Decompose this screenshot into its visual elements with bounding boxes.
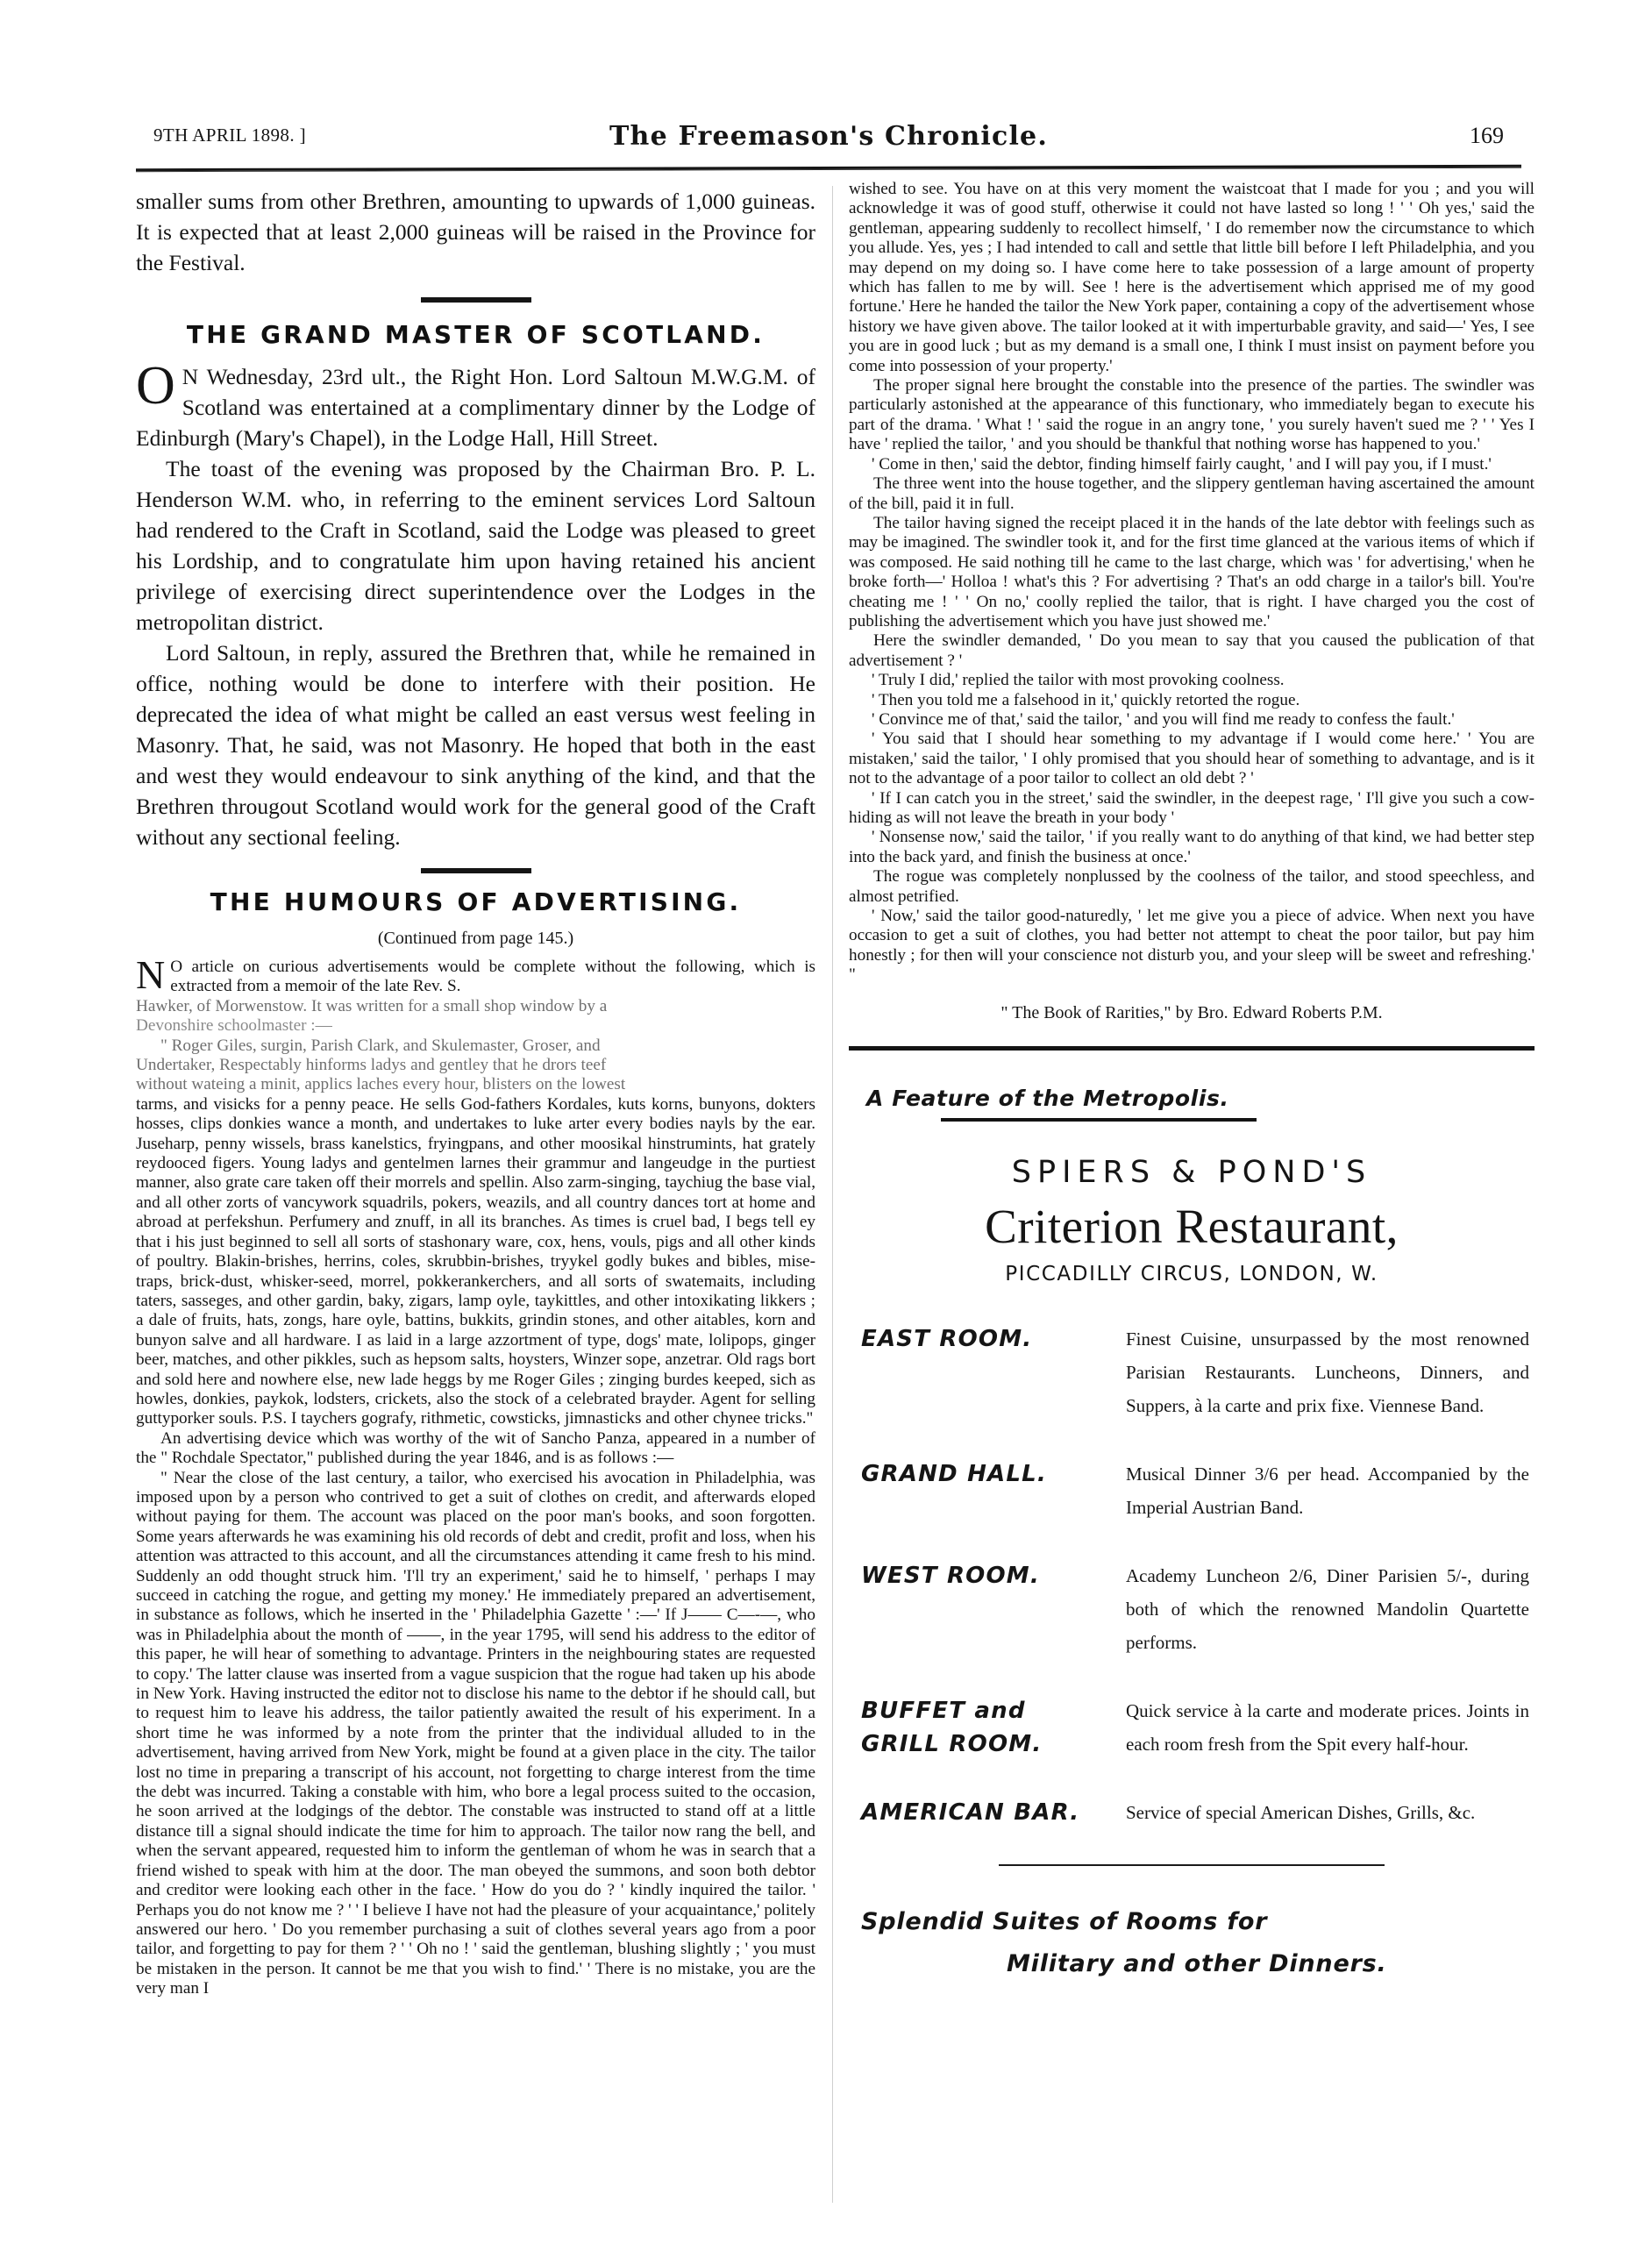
- left-column: [136, 186, 815, 1999]
- paragraph: ' Then you told me a falsehood in it,' quickly retorted the rogue.: [872, 690, 1300, 709]
- paragraph: ' Truly I did,' replied the tailor with most provoking coolness.: [872, 671, 1285, 690]
- ad-room-label: [849, 1694, 1126, 1761]
- masthead: [153, 121, 1504, 161]
- paragraph: ' Now,' said the tailor good-naturedly, ' let me give you a piece of advice. When next you have occasion to get a suit of clothes, you had better not attempt to cheat the poor tailor, but pay him honestly ; for then will your conscience not disturb you, and your sleep will be sweet and refreshing.' ": [849, 907, 1535, 985]
- section-rule: [421, 297, 531, 303]
- ad-room-item: [849, 1559, 1535, 1659]
- giles-line-2: Undertaker, Respectably hinforms ladys and gentley that he drors teef: [136, 1056, 607, 1075]
- tailor-story-paragraph: " Near the close of the last century, a tailor, who exercised his avocation in Philadelphia, was imposed upon by a person who contrived to get a suit of clothes on credit, and afterwards eloped without paying for them. The account was placed on the poor man's books, and soon forgotten. Some years afterwards he was examining his old records of debt and credit, profit and loss, when his attention was attracted to this account, and all the circumstances attending it came fresh to his mind. Suddenly an odd thought struck him. 'I'll try an experiment,' said he to himself, ' perhaps I may succeed in catching the rogue, and getting my money.' He immediately prepared an advertisement, in substance as follows, which he inserted in the ' Philadelphia Gazette ' :—' If J—— C—-—, who was in Philadelphia about the month of ——, in the year 1795, will send his address to the editor of this paper, he will hear of something to advantage. Printers in the neighbouring states are requested to copy.' The latter clause was inserted from a vague suspicion that the rogue had taken up his abode in New York. Having instructed the editor not to disclose his name to the debtor if he should call, but to request him to leave his address, the tailor patiently awaited the result of his experiment. In a short time he was informed by a note from the printer that the individual alluded to in the advertisement, having arrived from New York, might be found at a given place in the city. The tailor lost no time in preparing a transcript of his account, not forgetting to charge interest from the time the debt was incurred. Taking a constable with him, who bore a legal process suited to the occasion, he soon arrived at the lodgings of the debtor. The constable was instructed to stand off at a little distance till a signal should indicate the time for him to approach. The tailor now rang the bell, and when the servant appeared, requested him to inform the gentleman of whom he was in search that a friend wished to speak with him at the door. The man obeyed the summons, and soon both debtor and creditor were looking each other in the face. ' How do you do ? ' kindly inquired the tailor. ' Perhaps you do not know me ? ' ' I believe I have not had the pleasure of your acquaintance,' politely answered our hero. ' Do you remember purchasing a suit of clothes several years ago from a poor tailor, and forgetting to pay for them ? ' ' Oh no ! ' said the gentleman, blushing slightly ; ' you must be mistaken in the person. It cannot be me that you wish to find.' ' There is no mistake, you are the very man I: [136, 1468, 815, 1998]
- ad-footer-line-1: Splendid Suites of Rooms for: [861, 1907, 1268, 1935]
- continued-paragraph: smaller sums from other Brethren, amounting to upwards of 1,000 guineas. It is expected that at least 2,000 guineas will be raised in the Province for the Festival.: [136, 189, 815, 275]
- paragraph: The proper signal here brought the constable into the presence of the parties. The swindler was particularly astonished at the appearance of this functionary, who immediately began to execute his part of the drama. ' What ! ' said the rogue in an angry tone, ' you surely haven't sued me ? ' ' Yes I have ' replied the tailor, ' and you should be thankful that nothing worse has happened to you.': [849, 376, 1535, 454]
- continued-from-note: (Continued from page 145.): [377, 929, 574, 948]
- paragraph: The three went into the house together, and the slippery gentleman having ascertained the amount of the bill, paid it in full.: [849, 474, 1535, 513]
- ad-room-label-line: BUFFET and: [861, 1697, 1026, 1724]
- ad-room-description: Academy Luncheon 2/6, Diner Parisien 5/-, during both of which the renowned Mandolin Quartette performs.: [1126, 1564, 1529, 1653]
- first-paragraph-text: N Wednesday, 23rd ult., the Right Hon. Lord Saltoun M.W.G.M. of Scotland was entertained at a complimentary dinner by the Lodge of Edinburgh (Mary's Chapel), in the Lodge Hall, Hill Street.: [136, 364, 815, 451]
- drop-cap: N: [136, 952, 166, 997]
- masthead-rule: [136, 165, 1521, 172]
- intro-text: O article on curious advertisements would be complete without the following, which is extracted from a memoir of the late Rev. S.: [170, 958, 815, 996]
- paragraph: wished to see. You have on at this very moment the waistcoat that I made for you ; and you will acknowledge it was of good stuff, otherwise it could not have lasted so long ! ' ' Oh yes,' said the gentleman, appearing suddenly to recollect himself, ' I do remember now the circumstance to which you allude. Yes, yes ; I had intended to call and settle that little bill before I left Philadelphia, and you may depend on my doing so. I have come here to take possession of a large amount of property which has fallen to me by will. See ! here is the advertisement which apprised me of my good fortune.' Here he handed the tailor the New York paper, containing a copy of the advertisement whose history we have given above. The tailor looked at it with imperturbable gravity, and said—' Yes, I see you are in good luck ; but as my demand is a small one, I think I must insist on payment before you come into possession of your property.': [849, 180, 1535, 375]
- ad-feature-line: A Feature of the Metropolis.: [866, 1085, 1229, 1111]
- ad-room-item: [849, 1694, 1535, 1761]
- ad-address: PICCADILLY CIRCUS, LONDON, W.: [1005, 1262, 1378, 1286]
- page-number: 169: [1470, 123, 1504, 148]
- giles-line-1: " Roger Giles, surgin, Parish Clark, and Skulemaster, Groser, and: [160, 1036, 601, 1055]
- giles-advertisement-text: tarms, and visicks for a penny peace. He sells God-fathers Kordales, kuts korns, bunyons, dokters hosses, clips donkies wance a month, and undertakes to luke arter every bodies nayls by the ear. Juseharp, penny wissels, brass kanelstics, fryingpans, and other moosikal hinstrumints, hat grately reydooced figers. Young ladys and gentelmen larnes their grammur and langeudge in the purtiest manner, also grate care taken off their morrels and spellin. Also zarm-singing, taychiug the base vial, and all other zorts of vancywork squadrils, pokers, weazils, and all country dances tort at home and abroad at perfekshun. Perfumery and znuff, in all its branches. As times is cruel bad, I begs tell ey that i his just beginned to sell all sorts of stashonary ware, cox, hens, vouls, pigs and all other kinds of poultry. Blakin-brishes, herrins, coles, skrubbin-brishes, tryykel godly bukes and bibles, mise-traps, brick-dust, whisker-seed, morrel, pokkerankerchers, and all sorts of swatemaits, including taters, sasseges, and other gardin, baky, zigars, lamp oyle, taykittles, and other intoxikating likkers ; a dale of fruits, hats, zongs, hare oyle, battins, bukkits, grindin stones, and other aitables, korn and bunyon salve and all hardware. I as laid in a large azzortment of type, dogs' mate, lolipops, ginger beer, matches, and other pikkles, such as hepsom salts, hoysters, Winzer sope, anzetrar. Old rags bort and sold here and nowhere else, new lade heggs by me Roger Giles ; zinging burdes keeped, sich as howles, donkies, paykok, lodsters, crickets, also the stock of a celebrated brayder. Agent for selling guttyporker souls. P.S. I taychers gografy, rithmetic, cowsticks, jimnasticks and other chynee tricks.": [136, 1094, 815, 1428]
- right-column: [849, 180, 1535, 1985]
- ad-room-list: [849, 1322, 1535, 1829]
- ad-footer-line-2: Military and other Dinners.: [1007, 1949, 1387, 1977]
- story-continuation: [849, 180, 1535, 986]
- ad-room-description: Quick service à la carte and moderate prices. Joints in each room fresh from the Spit every half-hour.: [1126, 1699, 1529, 1755]
- masthead-date: 9TH APRIL 1898. ]: [153, 125, 307, 146]
- ad-brand-name: SPIERS & POND'S: [1011, 1154, 1372, 1190]
- paragraph: ' Come in then,' said the debtor, finding himself fairly caught, ' and I will pay you, if I must.': [872, 454, 1492, 474]
- ad-restaurant-name: Criterion Restaurant,: [985, 1199, 1399, 1253]
- ad-room-item: [849, 1796, 1535, 1829]
- intro-line-3: Hawker, of Morwenstow. It was written for a small shop window by a: [136, 996, 608, 1015]
- article-first-paragraph: [136, 356, 815, 453]
- ad-divider-rule: [999, 1864, 1385, 1866]
- article-heading: THE HUMOURS OF ADVERTISING.: [210, 887, 742, 916]
- article-heading: THE GRAND MASTER OF SCOTLAND.: [186, 320, 765, 349]
- paragraph: Lord Saltoun, in reply, assured the Brethren that, while he remained in office, nothing would be done to interfere with their position. He deprecated the idea of what might be called an east versus west feeling in Masonry. That, he said, was not Masonry. He hoped that both in the east and west they would endeavour to sink anything of the kind, and that the Brethren througout Scotland would work for the general good of the Craft without any sectional feeling.: [136, 640, 815, 850]
- column-divider: [832, 186, 833, 2203]
- ad-room-label-line: GRILL ROOM.: [861, 1730, 1043, 1757]
- paragraph: The tailor having signed the receipt placed it in the hands of the late debtor with feelings such as may be imagined. The swindler took it, and for the first time glanced at the various items of which if was composed. He said nothing till he came to the last charge, which was ' for advertising,' when he broke forth—' Holloa ! what's this ? For advertising ? That's an odd charge in a tailor's bill. You're cheating me ! ' ' On no,' coolly replied the tailor, that is right. I have charged you the cost of publishing the advertisement which you have just showed me.': [849, 513, 1535, 630]
- ad-room-label: [849, 1796, 1126, 1829]
- ad-room-description: Musical Dinner 3/6 per head. Accompanied by the Imperial Austrian Band.: [1126, 1463, 1529, 1518]
- ad-room-label-line: AMERICAN BAR.: [861, 1798, 1080, 1826]
- ad-room-label: [849, 1559, 1126, 1592]
- ad-room-description: Service of special American Dishes, Grills, &c.: [1126, 1801, 1476, 1823]
- paragraph: ' You said that I should hear something to my advantage if I would come here.' ' You are mistaken,' said the tailor, ' I ohly promised that you should hear of something to advantage, and is it not to the advantage of a poor tailor to collect an old debt ? ': [849, 730, 1535, 788]
- ad-footer: [849, 1901, 1535, 1985]
- ad-room-item: [849, 1322, 1535, 1422]
- paragraph: The toast of the evening was proposed by the Chairman Bro. P. L. Henderson W.M. who, in referring to the eminent services Lord Saltoun had rendered to the Craft in Scotland, said the Lodge was pleased to greet his Lordship, and to congratulate him upon having retained his ancient privilege of exercising direct superintendence over the Lodges in the metropolitan district.: [136, 456, 815, 635]
- article-grand-master-of-scotland: [136, 320, 815, 852]
- intro-line-4: Devonshire schoolmaster :—: [136, 1016, 332, 1036]
- paragraph: ' Nonsense now,' said the tailor, ' if you really want to do anything of that kind, we had better step into the back yard, and finish the business at once.': [849, 828, 1535, 866]
- advertisement-criterion-restaurant[interactable]: [849, 1086, 1535, 1985]
- paragraph: ' If I can catch you in the street,' said the swindler, in the deepest rage, ' I'll give you such a cow-hiding as will not leave the breath in your body ': [849, 788, 1535, 827]
- ad-feature-rule: [941, 1118, 1257, 1122]
- publication-title: The Freemason's Chronicle.: [609, 121, 1048, 152]
- ad-room-label-line: GRAND HALL.: [861, 1460, 1047, 1487]
- paragraph: ' Convince me of that,' said the tailor, ' and you will find me ready to confess the fault.': [872, 709, 1455, 729]
- ad-room-label-line: WEST ROOM.: [861, 1562, 1040, 1589]
- ad-room-label-line: EAST ROOM.: [861, 1325, 1033, 1352]
- continued-paragraph-block: [136, 186, 815, 278]
- ad-room-item: [849, 1457, 1535, 1524]
- intro-paragraph: [136, 952, 815, 997]
- story-attribution: " The Book of Rarities," by Bro. Edward Roberts P.M.: [1000, 1002, 1383, 1022]
- paragraph: The rogue was completely nonplussed by the coolness of the tailor, and stood speechless, and almost petrified.: [849, 867, 1535, 906]
- advertisement-top-rule: [849, 1046, 1535, 1051]
- article-body-dense: [136, 952, 815, 1999]
- ad-room-label: [849, 1322, 1126, 1356]
- article-humours-of-advertising: [136, 887, 815, 1999]
- rochdale-paragraph: An advertising device which was worthy of the wit of Sancho Panza, appeared in a number of the " Rochdale Spectator," published during the year 1846, and is as follows :—: [136, 1428, 815, 1468]
- paragraph: Here the swindler demanded, ' Do you mean to say that you caused the publication of that advertisement ? ': [849, 631, 1535, 670]
- article-body: [136, 453, 815, 852]
- ad-room-label: [849, 1457, 1126, 1491]
- drop-cap: O: [136, 356, 175, 416]
- ad-room-description: Finest Cuisine, unsurpassed by the most renowned Parisian Restaurants. Luncheons, Dinners, and Suppers, à la carte and prix fixe. Viennese Band.: [1126, 1328, 1529, 1416]
- giles-line-3: without wateing a minit, applics laches every hour, blisters on the lowest: [136, 1075, 626, 1094]
- section-rule: [421, 868, 531, 873]
